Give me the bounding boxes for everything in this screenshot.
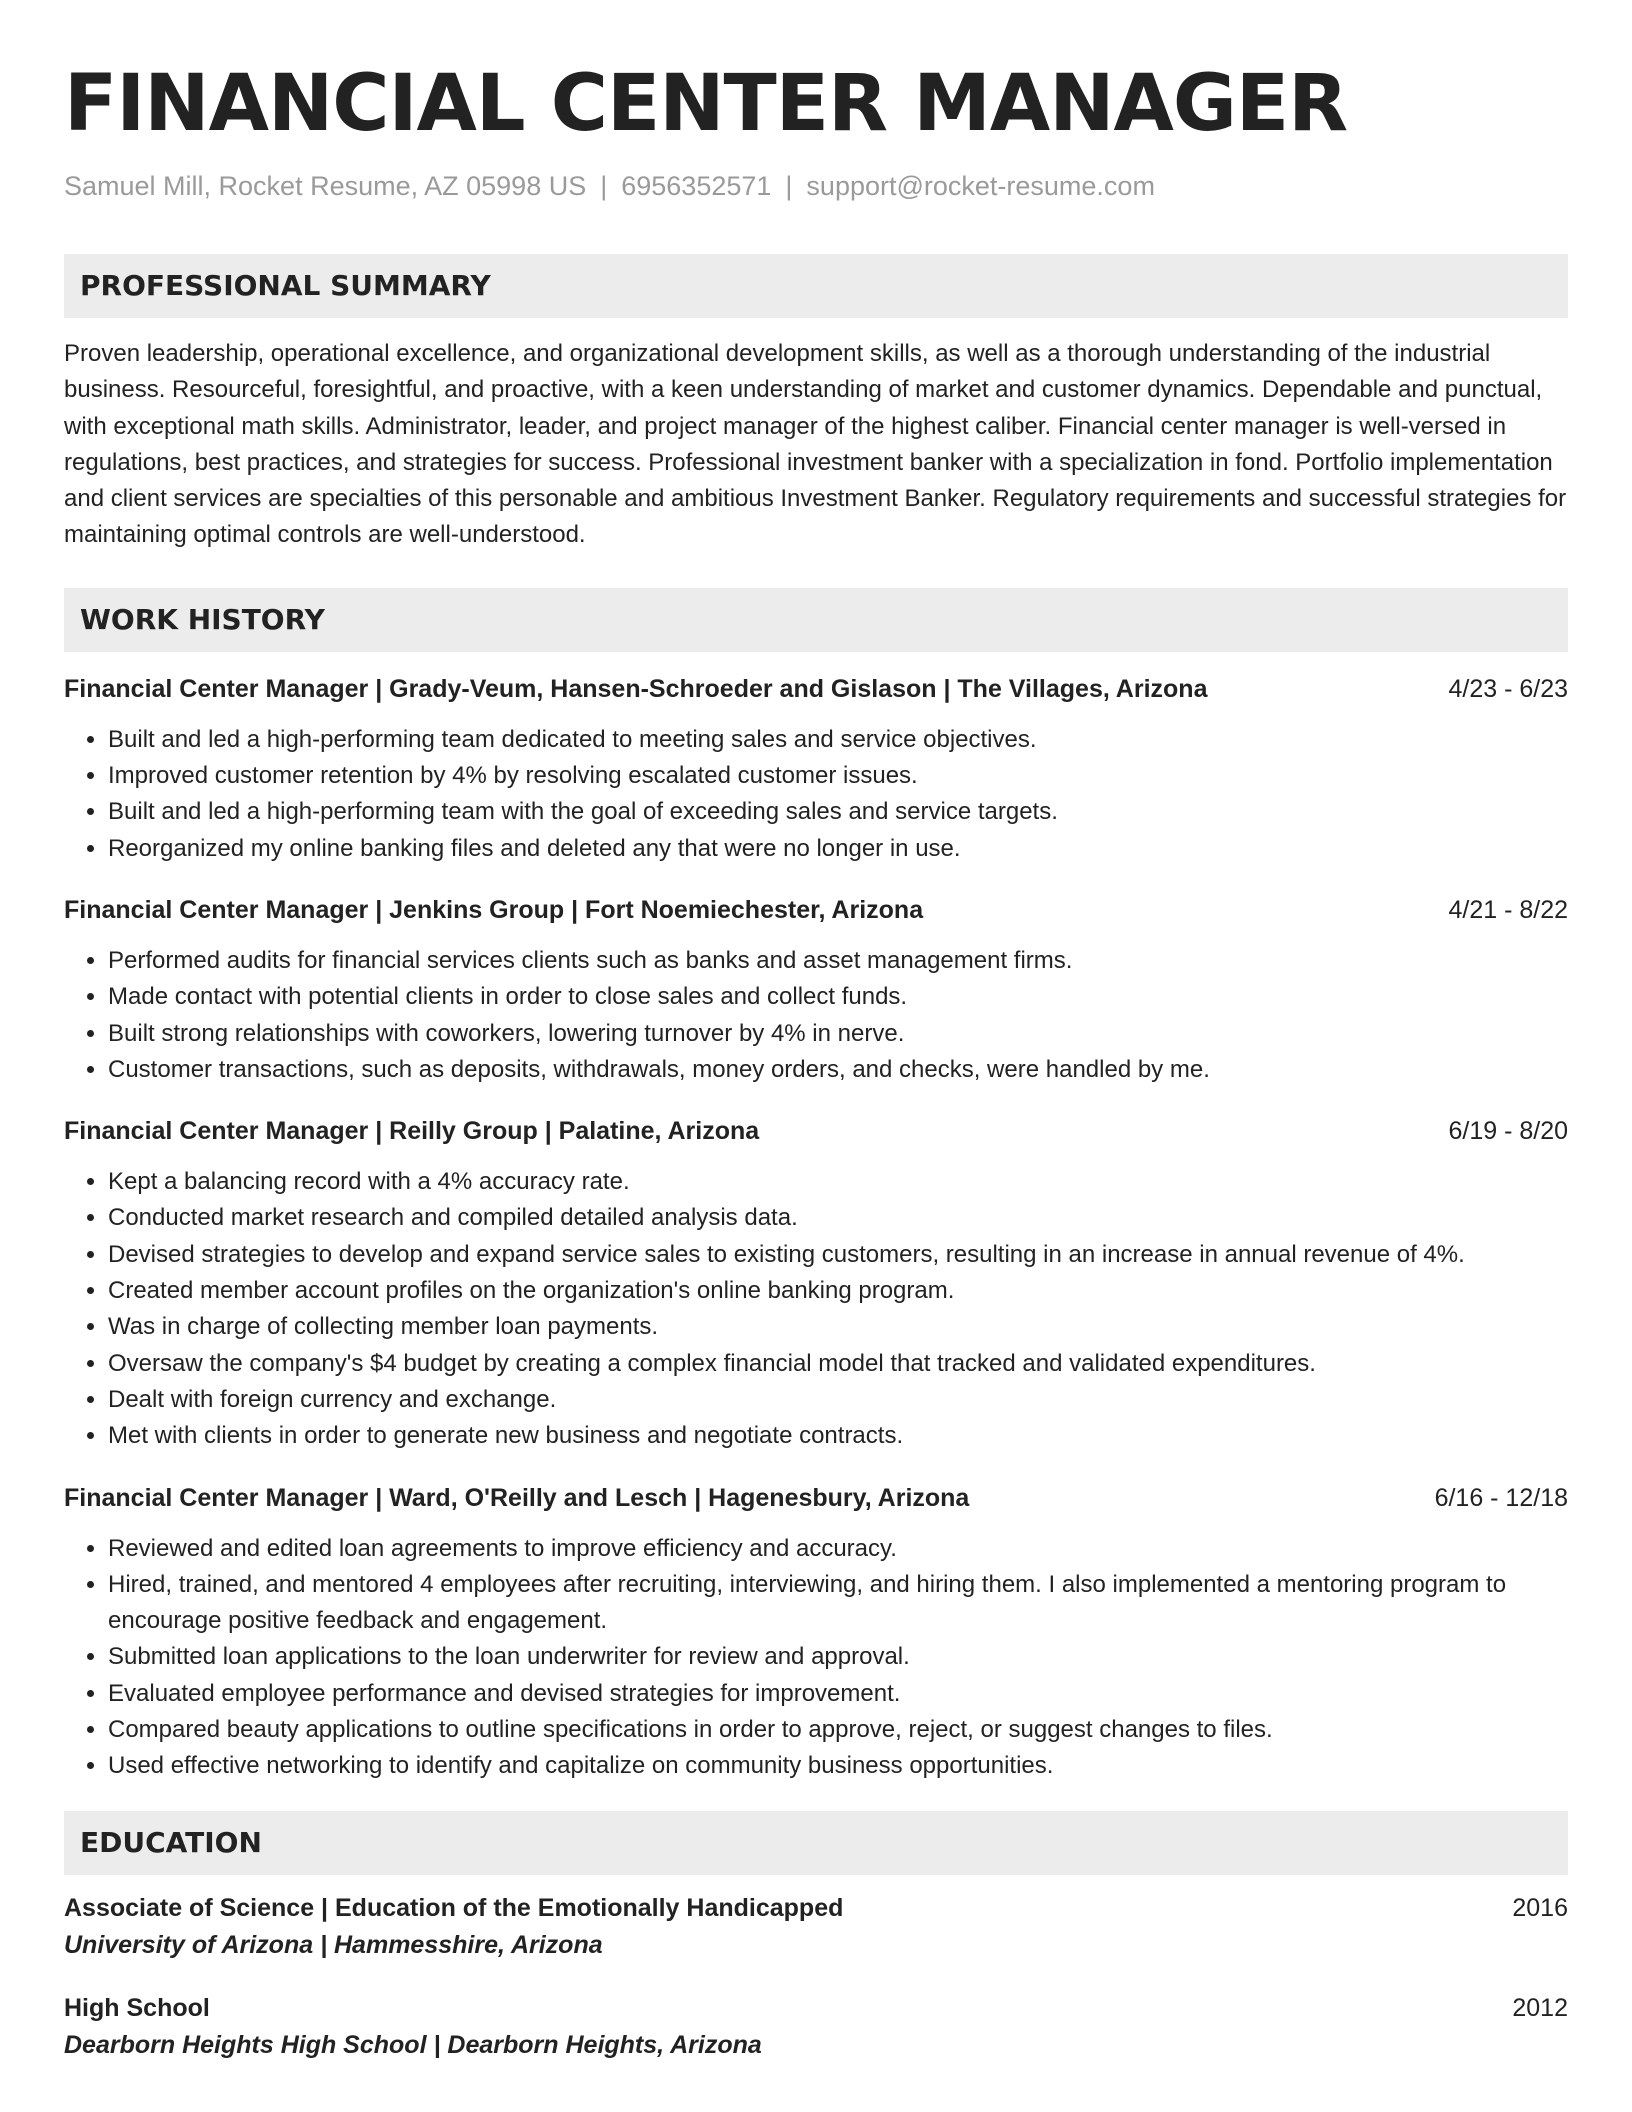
job-heading: Financial Center Manager | Grady-Veum, Hansen-Schroeder and Gislason | The Villages, Arizona	[64, 674, 1208, 703]
job-bullets	[64, 943, 1568, 1088]
job-dates: 4/21 - 8/22	[1448, 895, 1568, 924]
job-bullet: • Oversaw the company's $4 budget by creating a complex financial model that tracked and validated expenditures.	[108, 1346, 1568, 1382]
job-bullets	[64, 1531, 1568, 1785]
job-heading-row	[64, 1481, 1568, 1515]
job-bullet: • Customer transactions, such as deposits, withdrawals, money orders, and checks, were handled by me.	[108, 1052, 1568, 1088]
education-year: 2012	[1512, 1993, 1568, 2022]
job-heading-row	[64, 1114, 1568, 1148]
job-bullet: • Was in charge of collecting member loan payments.	[108, 1309, 1568, 1345]
job-bullet: • Built and led a high-performing team dedicated to meeting sales and service objectives.	[108, 722, 1568, 758]
contact-line	[64, 168, 1568, 204]
education-school: Dearborn Heights High School | Dearborn Heights, Arizona	[64, 2030, 762, 2059]
section-header-education: EDUCATION	[64, 1811, 1568, 1875]
job-bullet: • Kept a balancing record with a 4% accuracy rate.	[108, 1164, 1568, 1200]
job-bullet: • Built strong relationships with coworkers, lowering turnover by 4% in nerve.	[108, 1016, 1568, 1052]
job-heading-row	[64, 893, 1568, 927]
job-bullet: • Created member account profiles on the organization's online banking program.	[108, 1273, 1568, 1309]
job-bullet: • Evaluated employee performance and devised strategies for improvement.	[108, 1676, 1568, 1712]
education-degree: Associate of Science | Education of the Emotionally Handicapped	[64, 1893, 844, 1922]
job-heading: Financial Center Manager | Jenkins Group | Fort Noemiechester, Arizona	[64, 895, 924, 924]
job-bullet: • Met with clients in order to generate new business and negotiate contracts.	[108, 1418, 1568, 1454]
job-entry	[64, 672, 1568, 867]
job-bullet: • Improved customer retention by 4% by resolving escalated customer issues.	[108, 758, 1568, 794]
job-heading: Financial Center Manager | Ward, O'Reilly and Lesch | Hagenesbury, Arizona	[64, 1483, 970, 1512]
job-bullets	[64, 1164, 1568, 1454]
contact-address: Samuel Mill, Rocket Resume, AZ 05998 US	[64, 171, 587, 201]
job-entry	[64, 1114, 1568, 1454]
section-header-summary: PROFESSIONAL SUMMARY	[64, 254, 1568, 318]
contact-email: support@rocket-resume.com	[806, 171, 1155, 201]
job-bullet: • Submitted loan applications to the loan underwriter for review and approval.	[108, 1639, 1568, 1675]
job-bullet: • Conducted market research and compiled detailed analysis data.	[108, 1200, 1568, 1236]
education-heading-row	[64, 1891, 1568, 1925]
job-heading: Financial Center Manager | Reilly Group | Palatine, Arizona	[64, 1117, 760, 1146]
job-entry	[64, 1481, 1568, 1785]
resume-title: FINANCIAL CENTER MANAGER	[64, 59, 1348, 149]
job-dates: 6/16 - 12/18	[1434, 1483, 1568, 1512]
job-bullet: • Compared beauty applications to outline specifications in order to approve, reject, or suggest changes to files.	[108, 1712, 1568, 1748]
job-bullet: • Performed audits for financial services clients such as banks and asset management firms.	[108, 943, 1568, 979]
job-bullet: • Reviewed and edited loan agreements to improve efficiency and accuracy.	[108, 1531, 1568, 1567]
education-heading-row	[64, 1991, 1568, 2025]
job-dates: 6/19 - 8/20	[1448, 1117, 1568, 1146]
job-heading-row	[64, 672, 1568, 706]
section-header-work-history: WORK HISTORY	[64, 588, 1568, 652]
education-school: University of Arizona | Hammesshire, Arizona	[64, 1930, 603, 1959]
job-bullet: • Dealt with foreign currency and exchange.	[108, 1382, 1568, 1418]
contact-separator: |	[785, 171, 793, 201]
education-degree: High School	[64, 1993, 210, 2022]
job-bullet: • Hired, trained, and mentored 4 employees after recruiting, interviewing, and hiring them. I also implemented a mentoring program to encourage positive feedback and engagement.	[108, 1567, 1568, 1640]
contact-phone: 6956352571	[621, 171, 772, 201]
job-dates: 4/23 - 6/23	[1448, 674, 1568, 703]
education-entry	[64, 1891, 1568, 1965]
job-bullet: • Reorganized my online banking files and deleted any that were no longer in use.	[108, 831, 1568, 867]
education-year: 2016	[1512, 1893, 1568, 1922]
education-entry	[64, 1991, 1568, 2065]
contact-separator: |	[600, 171, 608, 201]
summary-text: Proven leadership, operational excellence, and organizational development skills, as well as a thorough understanding of the industrial business. Resourceful, foresightful, and proactive, with a keen understanding of market and customer dynamics. Dependable and punctual, with exceptional math skills. Administrator, leader, and project manager of the highest caliber. Financial center manager is well-versed in regulations, best practices, and strategies for success. Professional investment banker with a specialization in fond. Portfolio implementation and client services are specialties of this personable and ambitious Investment Banker. Regulatory requirements and successful strategies for maintaining optimal controls are well-understood.	[64, 340, 1567, 549]
job-entry	[64, 893, 1568, 1088]
job-bullet: • Made contact with potential clients in order to close sales and collect funds.	[108, 979, 1568, 1015]
resume-page	[64, 56, 1568, 2065]
job-bullet: • Devised strategies to develop and expand service sales to existing customers, resulting in an increase in annual revenue of 4%.	[108, 1237, 1568, 1273]
job-bullets	[64, 722, 1568, 867]
job-bullet: • Used effective networking to identify and capitalize on community business opportunities.	[108, 1748, 1568, 1784]
job-bullet: • Built and led a high-performing team with the goal of exceeding sales and service targets.	[108, 794, 1568, 830]
